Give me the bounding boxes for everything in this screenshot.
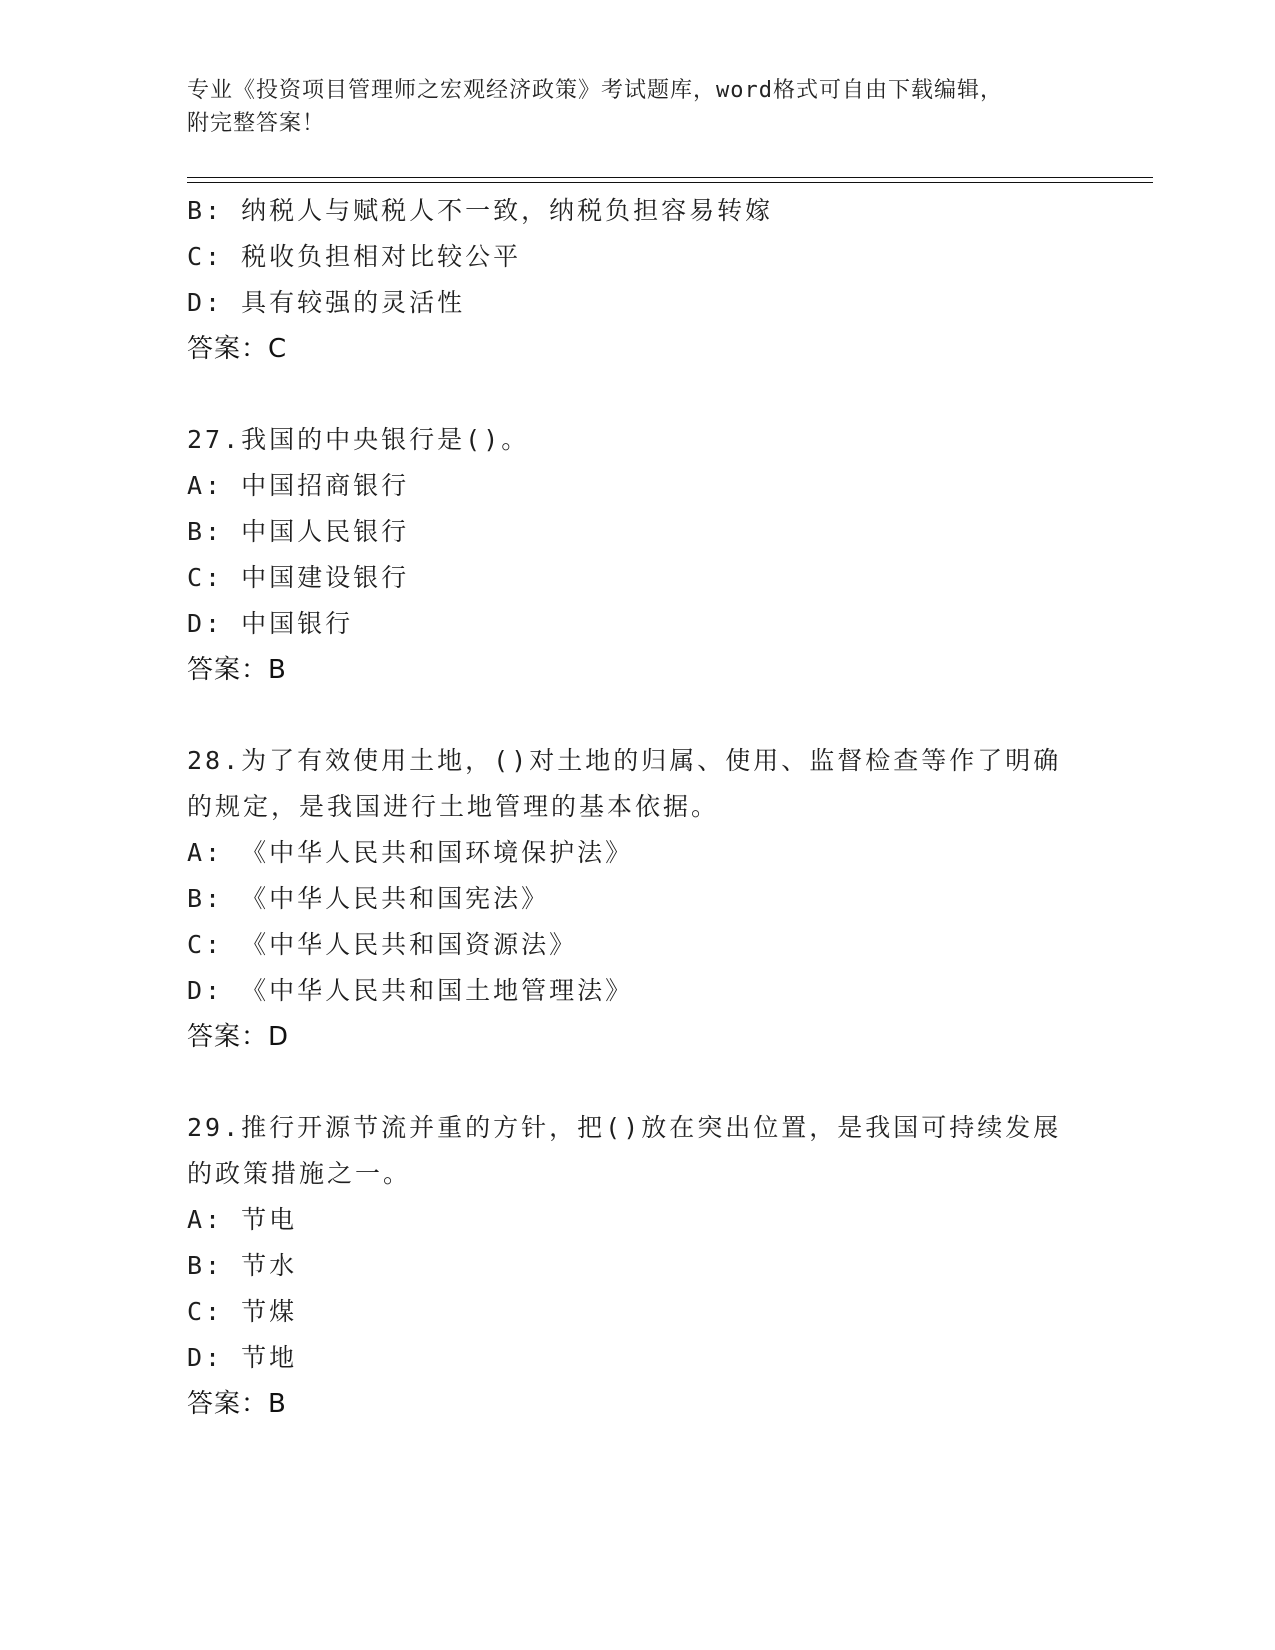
question-spacer [187, 372, 1117, 417]
question-28 [187, 738, 1117, 1060]
question-list [187, 188, 1117, 1427]
header-divider-top [187, 177, 1153, 178]
option-b: B: 纳税人与赋税人不一致，纳税负担容易转嫁 [187, 196, 774, 225]
option-d: D: 《中华人民共和国土地管理法》 [187, 976, 634, 1005]
question-stem-line-2: 的规定，是我国进行土地管理的基本依据。 [187, 792, 720, 821]
question-26-continued [187, 188, 1117, 372]
option-c: C: 中国建设银行 [187, 563, 410, 592]
header-line-2: 附完整答案！ [187, 111, 326, 136]
option-c: C: 税收负担相对比较公平 [187, 242, 522, 271]
option-a: A: 中国招商银行 [187, 471, 410, 500]
header-divider-bottom [187, 182, 1153, 183]
answer-line: 答案：C [187, 334, 288, 364]
option-c: C: 节煤 [187, 1297, 298, 1326]
option-d: D: 具有较强的灵活性 [187, 288, 466, 317]
option-a: A: 《中华人民共和国环境保护法》 [187, 838, 634, 867]
question-27 [187, 417, 1117, 693]
option-d: D: 节地 [187, 1343, 298, 1372]
answer-line: 答案：B [187, 1389, 287, 1419]
question-stem: 27.我国的中央银行是()。 [187, 425, 530, 454]
question-spacer [187, 693, 1117, 738]
question-stem-line-1: 29.推行开源节流并重的方针，把()放在突出位置，是我国可持续发展 [187, 1113, 1062, 1142]
question-spacer [187, 1060, 1117, 1105]
question-stem-line-2: 的政策措施之一。 [187, 1159, 412, 1188]
option-b: B: 中国人民银行 [187, 517, 410, 546]
option-b: B: 《中华人民共和国宪法》 [187, 884, 550, 913]
option-c: C: 《中华人民共和国资源法》 [187, 930, 578, 959]
answer-line: 答案：B [187, 655, 287, 685]
option-b: B: 节水 [187, 1251, 298, 1280]
option-a: A: 节电 [187, 1205, 298, 1234]
question-29 [187, 1105, 1117, 1427]
question-stem-line-1: 28.为了有效使用土地，()对土地的归属、使用、监督检查等作了明确 [187, 746, 1062, 775]
document-header [187, 74, 1087, 140]
answer-line: 答案：D [187, 1022, 290, 1052]
option-d: D: 中国银行 [187, 609, 354, 638]
header-line-1: 专业《投资项目管理师之宏观经济政策》考试题库，word格式可自由下载编辑， [187, 78, 1003, 103]
